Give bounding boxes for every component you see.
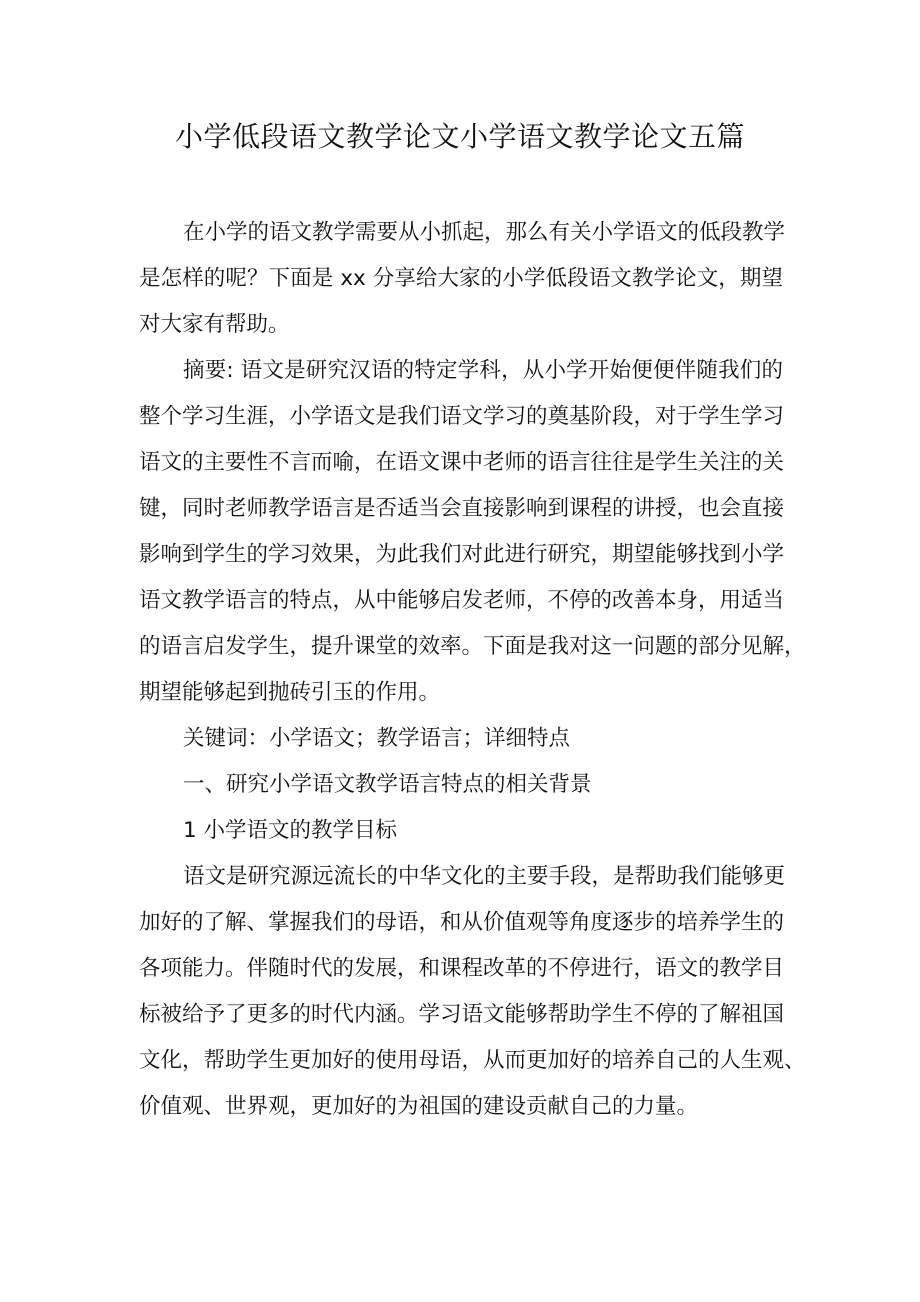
paragraph-line: 价值观、世界观，更加好的为祖国的建设贡献自己的力量。 xyxy=(139,1094,699,1119)
paragraph-line: 语文教学语言的特点，从中能够启发老师，不停的改善本身，用适当 xyxy=(139,588,785,613)
paragraph-line: 标被给予了更多的时代内涵。学习语文能够帮助学生不停的了解祖国 xyxy=(139,1002,785,1027)
paragraph xyxy=(139,808,783,854)
paragraph xyxy=(139,348,806,716)
paragraph-line: 在小学的语文教学需要从小抓起，那么有关小学语文的低段教学 xyxy=(183,220,786,245)
paragraph-line: 影响到学生的学习效果，为此我们对此进行研究，期望能够找到小学 xyxy=(139,542,785,567)
paragraph-line: 期望能够起到抛砖引玉的作用。 xyxy=(139,680,441,705)
paragraph-line: 文化，帮助学生更加好的使用母语，从而更加好的培养自己的人生观、 xyxy=(139,1048,806,1073)
paragraph-line: 语文的主要性不言而喻，在语文课中老师的语言往往是学生关注的关 xyxy=(139,450,785,475)
paragraph xyxy=(139,854,806,1130)
paragraph xyxy=(139,762,783,808)
paragraph xyxy=(139,210,786,348)
document-title: 小学低段语文教学论文小学语文教学论文五篇 xyxy=(174,120,745,153)
paragraph-line: 各项能力。伴随时代的发展，和课程改革的不停进行，语文的教学目 xyxy=(139,956,785,981)
paragraph-line: 是怎样的呢？下面是 xx 分享给大家的小学低段语文教学论文，期望 xyxy=(139,266,783,291)
paragraph-line: 整个学习生涯，小学语文是我们语文学习的奠基阶段，对于学生学习 xyxy=(139,404,785,429)
paragraph-line: 加好的了解、掌握我们的母语，和从价值观等角度逐步的培养学生的 xyxy=(139,910,785,935)
paragraph-line: 1 小学语文的教学目标 xyxy=(183,818,398,843)
paragraph-line: 摘要: 语文是研究汉语的特定学科，从小学开始便便伴随我们的 xyxy=(183,358,783,383)
paragraph-line: 对大家有帮助。 xyxy=(139,312,290,337)
paragraph-line: 一、研究小学语文教学语言特点的相关背景 xyxy=(183,772,592,797)
paragraph-line: 的语言启发学生，提升课堂的效率。下面是我对这一问题的部分见解， xyxy=(139,634,806,659)
paragraph xyxy=(139,716,783,762)
document-body xyxy=(139,210,806,1130)
paragraph-line: 关键词：小学语文；教学语言；详细特点 xyxy=(183,726,571,751)
paragraph-line: 语文是研究源远流长的中华文化的主要手段，是帮助我们能够更 xyxy=(183,864,786,889)
paragraph-line: 键，同时老师教学语言是否适当会直接影响到课程的讲授，也会直接 xyxy=(139,496,785,521)
